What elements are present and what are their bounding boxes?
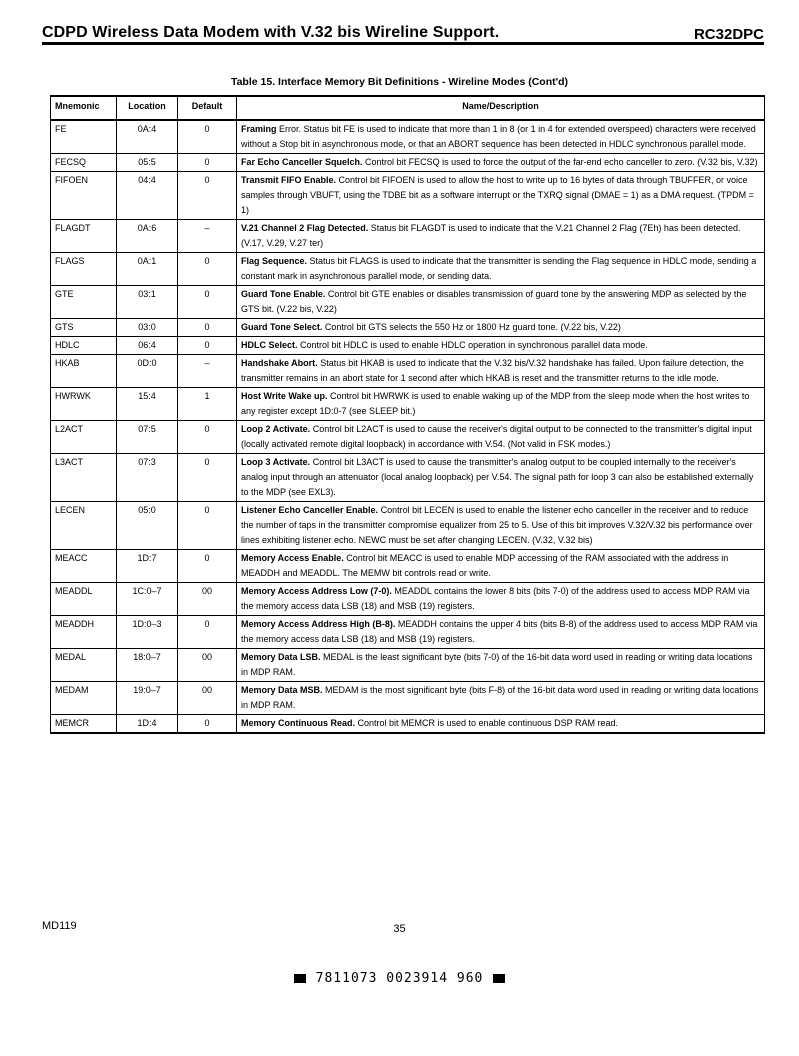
cell-mnemonic: HKAB bbox=[51, 355, 117, 388]
column-header-default: Default bbox=[178, 96, 237, 120]
cell-mnemonic: FLAGS bbox=[51, 253, 117, 286]
barcode-text: 7811073 0023914 960 bbox=[315, 971, 484, 986]
table-row bbox=[51, 583, 765, 616]
cell-name-description bbox=[237, 388, 765, 421]
cell-mnemonic: LECEN bbox=[51, 502, 117, 550]
table-row bbox=[51, 550, 765, 583]
table-row bbox=[51, 253, 765, 286]
table-row bbox=[51, 120, 765, 154]
bit-description: Control bit LECEN is used to enable the listener echo canceller in the receiver and to reduce the number of taps in the transmitter compromise equalizer from 25 to 5. Use of this bit improves V.32/V.32 bis performance over lines exhibiting listener echo. NEWC must be set after changing LECEN. (V.32, V.32 bis) bbox=[241, 505, 753, 545]
bit-name: Listener Echo Canceller Enable. bbox=[241, 505, 379, 515]
cell-location: 15:4 bbox=[117, 388, 178, 421]
cell-name-description bbox=[237, 715, 765, 734]
table-row bbox=[51, 616, 765, 649]
bit-name: Memory Data MSB. bbox=[241, 685, 323, 695]
cell-location: 0A:4 bbox=[117, 120, 178, 154]
cell-location: 19:0–7 bbox=[117, 682, 178, 715]
bit-description: Control bit FECSQ is used to force the output of the far-end echo canceller to zero. (V.32 bis, V.32) bbox=[362, 157, 758, 167]
bit-description: Control bit L3ACT is used to cause the transmitter's analog output to be coupled internally to the receiver's analog input through an attenuator (local analog loopback) per V.54. The signal path for loop 3 can also be established externally to the MDP (see EXL3). bbox=[241, 457, 754, 497]
cell-mnemonic: GTE bbox=[51, 286, 117, 319]
cell-default: 0 bbox=[178, 154, 237, 172]
bit-name: Memory Access Address Low (7-0). bbox=[241, 586, 392, 596]
bit-description: Status bit HKAB is used to indicate that the V.32 bis/V.32 handshake has failed. Upon failure detection, the transmitter remains in an abort state for 1 second after which HKAB is reset and the transmitter returns to the idle mode. bbox=[241, 358, 744, 383]
table-row bbox=[51, 337, 765, 355]
cell-mnemonic: MEDAM bbox=[51, 682, 117, 715]
cell-default: 00 bbox=[178, 649, 237, 682]
table-row bbox=[51, 682, 765, 715]
table-row bbox=[51, 454, 765, 502]
column-header-mnemonic: Mnemonic bbox=[51, 96, 117, 120]
bit-name: Framing bbox=[241, 124, 277, 134]
document-number: MD119 bbox=[42, 920, 77, 932]
bit-description: Control bit HWRWK is used to enable waking up of the MDP from the sleep mode when the host writes to any register except 1D:0-7 (see SLEEP bit.) bbox=[241, 391, 750, 416]
cell-mnemonic: FE bbox=[51, 120, 117, 154]
bit-name: Far Echo Canceller Squelch. bbox=[241, 157, 363, 167]
cell-default: 0 bbox=[178, 502, 237, 550]
cell-default: 0 bbox=[178, 550, 237, 583]
cell-name-description bbox=[237, 454, 765, 502]
cell-location: 18:0–7 bbox=[117, 649, 178, 682]
cell-location: 03:1 bbox=[117, 286, 178, 319]
table-row bbox=[51, 286, 765, 319]
table-header-row bbox=[51, 96, 765, 120]
cell-location: 1D:4 bbox=[117, 715, 178, 734]
cell-name-description bbox=[237, 154, 765, 172]
barcode-block-right bbox=[493, 974, 505, 983]
bit-description: MEDAL is the least significant byte (bits 7-0) of the 16-bit data word used in reading or writing data locations in MDP RAM. bbox=[241, 652, 753, 677]
column-header-name-description: Name/Description bbox=[237, 96, 765, 120]
cell-name-description bbox=[237, 220, 765, 253]
cell-name-description bbox=[237, 286, 765, 319]
bit-name: HDLC Select. bbox=[241, 340, 298, 350]
cell-default: 0 bbox=[178, 454, 237, 502]
cell-location: 06:4 bbox=[117, 337, 178, 355]
cell-default: 0 bbox=[178, 172, 237, 220]
cell-location: 0A:6 bbox=[117, 220, 178, 253]
bit-definitions-table bbox=[50, 95, 765, 734]
cell-location: 0D:0 bbox=[117, 355, 178, 388]
cell-name-description bbox=[237, 337, 765, 355]
bit-name: Handshake Abort. bbox=[241, 358, 318, 368]
cell-location: 0A:1 bbox=[117, 253, 178, 286]
table-row bbox=[51, 220, 765, 253]
bit-description: MEADDH contains the upper 4 bits (bits B-8) of the address used to access MDP RAM via the memory access data LSB (18) and MSB (19) registers. bbox=[241, 619, 758, 644]
document-title: CDPD Wireless Data Modem with V.32 bis Wireline Support. bbox=[42, 24, 500, 41]
cell-default: 0 bbox=[178, 616, 237, 649]
table-row bbox=[51, 172, 765, 220]
cell-name-description bbox=[237, 120, 765, 154]
table-row bbox=[51, 715, 765, 734]
cell-name-description bbox=[237, 355, 765, 388]
cell-default: 0 bbox=[178, 319, 237, 337]
cell-default: 00 bbox=[178, 583, 237, 616]
cell-name-description bbox=[237, 502, 765, 550]
cell-location: 07:3 bbox=[117, 454, 178, 502]
table-row bbox=[51, 319, 765, 337]
bit-description: Status bit FLAGDT is used to indicate that the V.21 Channel 2 Flag (7Eh) has been detected. (V.17, V.29, V.27 ter) bbox=[241, 223, 741, 248]
table-row bbox=[51, 649, 765, 682]
column-header-location: Location bbox=[117, 96, 178, 120]
cell-location: 1D:0–3 bbox=[117, 616, 178, 649]
cell-location: 03:0 bbox=[117, 319, 178, 337]
barcode-block-left bbox=[294, 974, 306, 983]
cell-location: 1C:0–7 bbox=[117, 583, 178, 616]
cell-name-description bbox=[237, 682, 765, 715]
cell-default: 0 bbox=[178, 715, 237, 734]
cell-mnemonic: FIFOEN bbox=[51, 172, 117, 220]
part-number: RC32DPC bbox=[693, 26, 764, 43]
cell-mnemonic: HWRWK bbox=[51, 388, 117, 421]
cell-location: 07:5 bbox=[117, 421, 178, 454]
bit-description: Control bit HDLC is used to enable HDLC operation in synchronous parallel data mode. bbox=[297, 340, 648, 350]
bit-name: Loop 3 Activate. bbox=[241, 457, 311, 467]
bit-description: Control bit L2ACT is used to cause the receiver's digital output to be connected to the transmitter's digital input (locally activated remote digital loopback) in accordance with V.54. (Not valid in FSK modes.) bbox=[241, 424, 752, 449]
bit-name: Memory Continuous Read. bbox=[241, 718, 356, 728]
cell-default: 0 bbox=[178, 337, 237, 355]
cell-default: 0 bbox=[178, 421, 237, 454]
cell-name-description bbox=[237, 583, 765, 616]
cell-name-description bbox=[237, 253, 765, 286]
bit-name: V.21 Channel 2 Flag Detected. bbox=[241, 223, 369, 233]
bit-name: Guard Tone Select. bbox=[241, 322, 323, 332]
cell-location: 05:0 bbox=[117, 502, 178, 550]
bit-name: Memory Access Enable. bbox=[241, 553, 344, 563]
cell-location: 05:5 bbox=[117, 154, 178, 172]
bit-description: Control bit GTE enables or disables transmission of guard tone by the answering MDP as selected by the GTS bit. (V.22 bis, V.22) bbox=[241, 289, 747, 314]
barcode-line bbox=[0, 971, 799, 986]
bit-name: Loop 2 Activate. bbox=[241, 424, 311, 434]
table-row bbox=[51, 154, 765, 172]
cell-default: 0 bbox=[178, 253, 237, 286]
cell-location: 04:4 bbox=[117, 172, 178, 220]
cell-mnemonic: GTS bbox=[51, 319, 117, 337]
bit-name: Transmit FIFO Enable. bbox=[241, 175, 337, 185]
cell-mnemonic: MEDAL bbox=[51, 649, 117, 682]
cell-name-description bbox=[237, 616, 765, 649]
cell-default: 0 bbox=[178, 120, 237, 154]
cell-default: 00 bbox=[178, 682, 237, 715]
cell-default: – bbox=[178, 355, 237, 388]
bit-name: Guard Tone Enable. bbox=[241, 289, 326, 299]
bit-name: Memory Data LSB. bbox=[241, 652, 321, 662]
cell-name-description bbox=[237, 421, 765, 454]
cell-name-description bbox=[237, 649, 765, 682]
bit-description: Control bit MEMCR is used to enable continuous DSP RAM read. bbox=[355, 718, 618, 728]
bit-description: Control bit FIFOEN is used to allow the host to write up to 16 bytes of data through TBUFFER, or voice samples through VBUFT, using the TDBE bit as a software interrupt or the TXRQ signal (DMAE = 1) as a DMA request. (TPDM = 1) bbox=[241, 175, 754, 215]
cell-mnemonic: MEACC bbox=[51, 550, 117, 583]
table-row bbox=[51, 388, 765, 421]
cell-mnemonic: L2ACT bbox=[51, 421, 117, 454]
bit-description: MEADDL contains the lower 8 bits (bits 7-0) of the address used to access MDP RAM via the memory access data LSB (18) and MSB (19) registers. bbox=[241, 586, 750, 611]
cell-mnemonic: MEADDH bbox=[51, 616, 117, 649]
table-row bbox=[51, 421, 765, 454]
cell-name-description bbox=[237, 319, 765, 337]
cell-default: 1 bbox=[178, 388, 237, 421]
cell-mnemonic: FLAGDT bbox=[51, 220, 117, 253]
cell-mnemonic: MEMCR bbox=[51, 715, 117, 734]
page-number: 35 bbox=[393, 923, 406, 935]
cell-default: – bbox=[178, 220, 237, 253]
bit-name: Memory Access Address High (B-8). bbox=[241, 619, 396, 629]
table-caption: Table 15. Interface Memory Bit Definitions - Wireline Modes (Cont'd) bbox=[230, 76, 569, 88]
bit-description: Error. Status bit FE is used to indicate that more than 1 in 8 (or 1 in 4 for extended overspeed) characters were received without a Stop bit in asynchronous mode, or that an ABORT sequence has been detected in HDLC synchronous parallel mode. bbox=[241, 124, 756, 149]
bit-description: Control bit MEACC is used to enable MDP accessing of the RAM associated with the address in MEADDH and MEADDL. The MEMW bit controls read or write. bbox=[241, 553, 729, 578]
cell-name-description bbox=[237, 550, 765, 583]
bit-name: Flag Sequence. bbox=[241, 256, 308, 266]
page-header bbox=[42, 24, 764, 45]
table-row bbox=[51, 502, 765, 550]
cell-mnemonic: L3ACT bbox=[51, 454, 117, 502]
cell-location: 1D:7 bbox=[117, 550, 178, 583]
bit-name: Host Write Wake up. bbox=[241, 391, 328, 401]
cell-mnemonic: MEADDL bbox=[51, 583, 117, 616]
cell-mnemonic: HDLC bbox=[51, 337, 117, 355]
table-row bbox=[51, 355, 765, 388]
bit-description: Control bit GTS selects the 550 Hz or 1800 Hz guard tone. (V.22 bis, V.22) bbox=[322, 322, 621, 332]
cell-mnemonic: FECSQ bbox=[51, 154, 117, 172]
bit-description: Status bit FLAGS is used to indicate that the transmitter is sending the Flag sequence in HDLC mode, sending a constant mark in asynchronous parallel mode, or sending data. bbox=[241, 256, 757, 281]
bit-description: MEDAM is the most significant byte (bits F-8) of the 16-bit data word used in reading or writing data locations in MDP RAM. bbox=[241, 685, 759, 710]
cell-default: 0 bbox=[178, 286, 237, 319]
cell-name-description bbox=[237, 172, 765, 220]
